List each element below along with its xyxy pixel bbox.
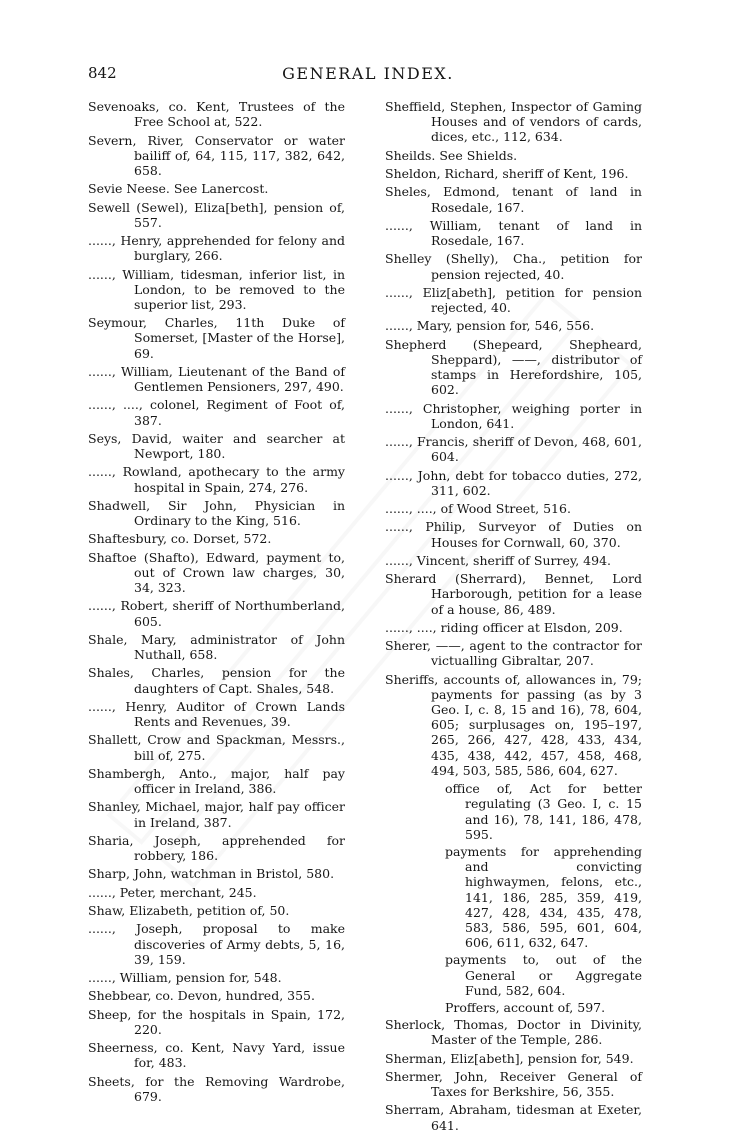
index-entry: Sheffield, Stephen, Inspector of Gaming Houses and of vendors of cards, dices, etc., 112, 634. [385, 99, 642, 145]
index-entry: ......, Christopher, weighing porter in London, 641. [385, 400, 642, 431]
index-entry: ......, William, pension for, 548. [88, 970, 282, 985]
index-entry: Shadwell, Sir John, Physician in Ordinary to the King, 516. [88, 497, 345, 529]
index-entry: ......, Henry, Auditor of Crown Lands Rents and Revenues, 39. [88, 698, 345, 730]
index-entry: ......, Joseph, proposal to make discoveries of Army debts, 5, 16, 39, 159. [88, 921, 345, 967]
index-entry: Shales, Charles, pension for the daughters of Capt. Shales, 548. [88, 665, 345, 696]
index-entry: Sherard (Sherrard), Bennet, Lord Harborough, petition for a lease of a house, 86, 489. [385, 571, 642, 617]
index-column-right [385, 99, 642, 1136]
index-entry: Shallett, Crow and Spackman, Messrs., bill of, 275. [88, 732, 345, 763]
index-entry: ......, Henry, apprehended for felony and burglary, 266. [88, 233, 345, 264]
index-entry: Sevie Neese. See Lanercost. [88, 181, 269, 197]
index-entry: Sheerness, co. Kent, Navy Yard, issue for, 483. [88, 1040, 345, 1071]
index-entry: Sewell (Sewel), Eliza[beth], pension of, 557. [88, 199, 345, 230]
index-entry: ......, William, tenant of land in Rosedale, 167. [385, 217, 642, 248]
index-entry: Sherman, Eliz[abeth], pension for, 549. [385, 1050, 634, 1066]
index-entry: Sheets, for the Removing Wardrobe, 679. [88, 1073, 345, 1104]
index-entry: ......, Rowland, apothecary to the army hospital in Spain, 274, 276. [88, 464, 345, 495]
index-subentry: Proffers, account of, 597. [445, 999, 606, 1015]
index-entry: ......, Philip, Surveyor of Duties on Houses for Cornwall, 60, 370. [385, 519, 642, 550]
index-entry: Sharia, Joseph, apprehended for robbery, 186. [88, 832, 345, 864]
index-subentry: payments for apprehending and convicting highwaymen, felons, etc., 141, 186, 285, 359, 419, 427, 428, 434, 435, 478, 583, 586, 595, 601, 604, 606, 611, 632, 647. [445, 843, 642, 951]
index-entry: ......, William, tidesman, inferior list, in London, to be removed to the superior list, 293. [88, 266, 345, 312]
index-entry: Sheles, Edmond, tenant of land in Rosedale, 167. [385, 184, 642, 215]
index-entry: Shermer, John, Receiver General of Taxes for Berkshire, 56, 355. [385, 1068, 642, 1100]
index-entry: Shambergh, Anto., major, half pay officer in Ireland, 386. [88, 765, 345, 797]
index-entry: ......, Eliz[abeth], petition for pension rejected, 40. [385, 284, 642, 315]
page-number: 842 [88, 64, 117, 82]
index-entry: Seymour, Charles, 11th Duke of Somerset, [Master of the Horse], 69. [88, 315, 345, 361]
index-entry: Sherlock, Thomas, Doctor in Divinity, Master of the Temple, 286. [385, 1017, 642, 1048]
index-entry: Sheriffs, accounts of, allowances in, 79; payments for passing (as by 3 Geo. I, c. 8, 15 and 16), 78, 604, 605; surplusages on, 195–197, 265, 266, 427, 428, 433, 434, 435, 438, 442, 457, 458, 468, 494, 503, 585, 586, 604, 627. [385, 671, 642, 778]
index-entry: Seys, David, waiter and searcher at Newport, 180. [88, 430, 345, 462]
index-entry: Sevenoaks, co. Kent, Trustees of the Free School at, 522. [88, 99, 345, 130]
index-entry: Sharp, John, watchman in Bristol, 580. [88, 866, 335, 882]
index-column-left [88, 99, 345, 1107]
index-entry: ......, John, debt for tobacco duties, 272, 311, 602. [385, 467, 642, 498]
running-title: GENERAL INDEX. [282, 64, 454, 83]
index-entry: Shanley, Michael, major, half pay officer in Ireland, 387. [88, 799, 345, 830]
index-subentry: office of, Act for better regulating (3 Geo. I, c. 15 and 16), 78, 141, 186, 478, 595. [445, 781, 642, 842]
index-entry: ......, ...., colonel, Regiment of Foot of, 387. [88, 397, 345, 428]
index-entry: ......, William, Lieutenant of the Band of Gentlemen Pensioners, 297, 490. [88, 363, 345, 395]
index-entry: ......, Peter, merchant, 245. [88, 884, 257, 900]
index-entry: Shebbear, co. Devon, hundred, 355. [88, 988, 315, 1004]
index-entry: ......, Francis, sheriff of Devon, 468, 601, 604. [385, 434, 642, 465]
index-entry: Sherer, ——, agent to the contractor for victualling Gibraltar, 207. [385, 638, 642, 669]
index-subentry: payments to, out of the General or Aggregate Fund, 582, 604. [445, 952, 642, 998]
index-entry: Shale, Mary, administrator of John Nuthall, 658. [88, 631, 345, 663]
index-entry: ......, ...., of Wood Street, 516. [385, 501, 571, 516]
index-entry: Sheldon, Richard, sheriff of Kent, 196. [385, 166, 629, 181]
index-entry: ......, Vincent, sheriff of Surrey, 494. [385, 552, 612, 568]
page-header [88, 64, 648, 90]
index-entry: Severn, River, Conservator or water bailiff of, 64, 115, 117, 382, 642, 658. [88, 132, 345, 178]
index-entry: Shaw, Elizabeth, petition of, 50. [88, 903, 290, 918]
index-entry: Sherram, Abraham, tidesman at Exeter, 641. [385, 1102, 642, 1133]
index-entry: Sheep, for the hospitals in Spain, 172, 220. [88, 1006, 345, 1037]
index-entry: ......, ...., riding officer at Elsdon, 209. [385, 619, 623, 635]
index-entry: Sheilds. See Shields. [385, 147, 518, 163]
index-entry: ......, Mary, pension for, 546, 556. [385, 318, 595, 334]
index-entry: Shepherd (Shepeard, Shepheard, Sheppard), ——, distributor of stamps in Herefordshire, 105, 602. [385, 336, 642, 398]
index-entry: Shaftesbury, co. Dorset, 572. [88, 531, 272, 547]
index-entry: Shaftoe (Shafto), Edward, payment to, out of Crown law charges, 30, 34, 323. [88, 549, 345, 596]
index-entry: Shelley (Shelly), Cha., petition for pension rejected, 40. [385, 251, 642, 282]
index-entry: ......, Robert, sheriff of Northumberland, 605. [88, 598, 345, 629]
